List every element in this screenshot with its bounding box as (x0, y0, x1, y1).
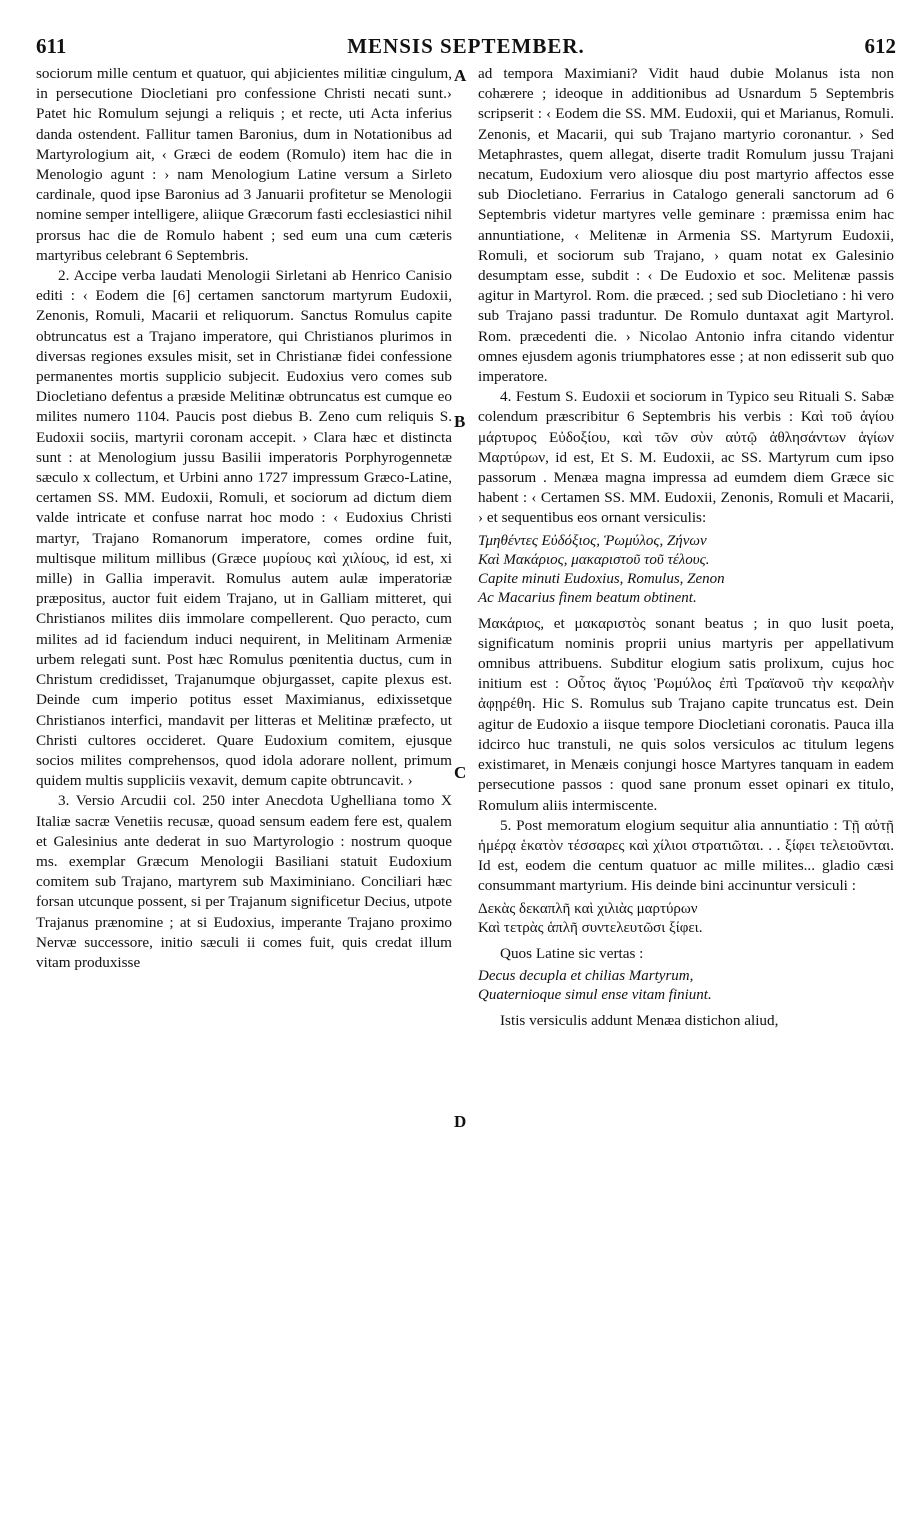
running-title: MENSIS SEPTEMBER. (347, 34, 585, 58)
paragraph-4: 4. Festum S. Eudoxii et sociorum in Typico seu Rituali S. Sabæ colendum præscribitur 6 Septembris his verbis : Καὶ τοῦ ἁγίου μάρτυρος Εὐδοξίου, καὶ τῶν σὺν αὐτῷ ἀθλησάντων ἁγίων Μαρτύρων, id est, Et S. M. Eudoxii, ac SS. Martyrum cum ipso passorum . Menæa magna impressa ad eumdem diem Græce sic habent : ‹ Certamen SS. MM. Eudoxii, Zenonis, Romuli et Macarii, › et sequentibus eos ornant versiculis: (478, 388, 894, 527)
verse-line: Quaternioque simul ense vitam finiunt. (478, 986, 712, 1003)
verse-line: Καὶ τετρὰς ἁπλῆ συντελευτῶσι ξίφει. (478, 919, 703, 936)
margin-letter-b: B (454, 412, 466, 431)
paragraph-final: Istis versiculis addunt Menæa distichon aliud, (500, 1011, 779, 1029)
page-header (36, 34, 896, 64)
verse-line: Τμηθέντες Εὐδόξιος, Ῥωμύλος, Ζήνων (478, 532, 707, 549)
verse-line: Δεκὰς δεκαπλῆ καὶ χιλιὰς μαρτύρων (478, 900, 698, 917)
verse-line: Ac Macarius finem beatum obtinent. (478, 589, 697, 606)
verse-block-2 (478, 900, 894, 938)
paragraph-continuation-right: ad tempora Maximiani? Vidit haud dubie Molanus ista non cohærere ; ideoque in additionibus ad Usnardum 5 Septembris scripserit : ‹ Eodem die SS. MM. Eudoxii, qui et Marianus, Romuli. Zenonis, et Macarii, qui sub Trajano martyrio coronantur. › Sed Metaphrastes, quem allegat, diserte tradit Romulum jussu Trajani necatum, Eudoxium vero aliosque diu post martyrio affectos esse sub Diocletiano. Ferrarius in Catalogo generali sanctorum ad 6 Septembris videtur martyres velle geminare : præmissa enim hac annuntiatione, ‹ Melitenæ in Armenia SS. Martyrum Eudoxii, Romuli, et sociorum sub Trajano, › quam notat ex Galesinio desumptam esse, subdit : ‹ De Eudoxio et soc. Melitenæ passis agitur in Martyrol. Rom. die præced. ; sed sub Diocletiano : hi vero sub Trajano passi traduntur. De Romulo duntaxat agit Martyrol. Rom. præcedenti die. › Nicolao Antonio infra citando videntur omnes ejusdem agonis triumphatores esse ; at non edisserit sub quo imperatore. (478, 65, 894, 386)
paragraph-continuation: sociorum mille centum et quatuor, qui abjicientes militiæ cingulum, in persecutione Diocletiani pro confessione Christi necati sunt.› Patet hic Romulum sejungi a reliquis ; et recte, uti Acta inferius danda ostendent. Fallitur tamen Baronius, dum in Notationibus ad Martyrologium ait, ‹ Græci de eodem (Romulo) item hac die in Menologio agunt : › nam Menologium Latine versum a Sirleto cardinale, quod ipse Baronius ad 3 Januarii profitetur se Menologii nomine semper intelligere, aliique Græcorum fasti ecclesiastici nihil prorsus hac die de Romulo habent ; sed eum una cum cæteris martyribus celebrant 6 Septembris. (36, 65, 452, 264)
verse-block-1 (478, 532, 894, 608)
translation-intro: Quos Latine sic vertas : (500, 944, 644, 962)
paragraph-commentary: Μακάριος, et μακαριστὸς sonant beatus ; in quo lusit poeta, significatum nominis proprii unius martyris per appellativum omnibus attribuens. Subditur elogium satis prolixum, cujus hoc initium est : Οὗτος ἅγιος Ῥωμύλος ἐπὶ Τραϊανοῦ τὴν κεφαλὴν ἀφῃρέθη. Hic S. Romulus sub Trajano capite truncatus est. Dein agitur de Eudoxio a iisque tempore Diocletiani coronatis. Pauca illa idcirco huc transtuli, ne quis solos versiculos ac titulum legens existimaret, in Menæis conjungi hosce Martyres tanquam in eadem persecutione passos : quod sane pronum esset opinari ex titulo, Romulum aliis intermiscente. (478, 614, 894, 814)
margin-letter-d: D (454, 1112, 467, 1131)
verse-block-3 (478, 967, 894, 1005)
page-number-left: 611 (36, 34, 67, 58)
paragraph-5: 5. Post memoratum elogium sequitur alia annuntiatio : Τῇ αὐτῇ ἡμέρᾳ ἑκατὸν τέσσαρες καὶ χίλιοι στρατιῶται. . . ξίφει τελειοῦνται. Id est, eodem die centum quatuor ac mille milites... gladio cæsi consummant martyrium. His deinde bini accinuntur versiculi : (478, 816, 894, 895)
verse-line: Καὶ Μακάριος, μακαριστοῦ τοῦ τέλους. (478, 551, 710, 568)
margin-letter-c: C (454, 763, 467, 782)
page-number-right: 612 (864, 34, 896, 58)
verse-line: Capite minuti Eudoxius, Romulus, Zenon (478, 570, 725, 587)
paragraph-2: 2. Accipe verba laudati Menologii Sirletani ab Henrico Canisio editi : ‹ Eodem die [6] certamen sanctorum martyrum Eudoxii, Zenonis, Romuli, Macarii et reliquorum. Sanctus Romulus capite obtruncatus est a Trajano imperatore, qui Christianos plurimos in diversas regiones exsules misit, set in Christianæ fidei confessione permanentes mortis supplicio subjecit. Eudoxius vero comes sub Diocletiano defentus a præside Melitinæ obtruncatus est cumque eo milites numero 1104. Paucis post diebus B. Zeno cum reliquis S. Eudoxii sociis, martyrii coronam accepit. › Clara hæc et distincta sunt : at Menologium jussu Basilii imperatoris Porphyrogennetæ sæculo x collectum, et Urbini anno 1727 impressum Græco-Latine, certamen SS. MM. Eudoxii, Romuli, et sociorum ad dictum diem valde intricate et confuse narrat hoc modo : ‹ Eudoxius Christi martyr, Trajano Romanorum imperatore, comes ordine fuit, multisque militum millibus (Græce μυρίους καὶ χιλίους, id est, xi mille) in Gallia imperavit. Romulus autem aulæ imperatoriæ præpositus, auctor fuit eidem Trajano, ut in Galliam mitteret, qui Christianos milites diis immolare compellerent. Quo peracto, cum milites ad id faciendum induci nequirent, in Melitinam Armeniæ urbem relegati sunt. Post hæc Romulus pœnitentia ductus, cum in Christum credidisset, Trajanumque objurgasset, capite plexus est. Deinde cum imperio potitus esset Maximianus, edixissetque Christianos interfici, mandavit per litteras et Melitinæ præfecto, ut Christi cultores occideret. Quare Eudoxium comitem, ejusque socios milites comprehensos, quod idola adorare nollent, primum quidem multis suppliciis vexavit, demum capite obtruncavit. › (36, 267, 452, 790)
verse-line: Decus decupla et chilias Martyrum, (478, 967, 694, 984)
margin-letter-a: A (454, 66, 467, 85)
paragraph-3: 3. Versio Arcudii col. 250 inter Anecdota Ughelliana tomo X Italiæ sacræ Venetiis recusæ, quoad sensum eadem fere est, qualem et Galesinius ante dederat in suo Martyrologio : nostrum quoque ms. exemplar Græcum Menologii Basiliani statuit Eudoxium comitem sub Trajano, martyrem sub Maximiniano. Conciliari hæc forsan utcunque possent, si per Trajanum significetur Decius, utpote Trajanus prænomine ; at si Eudoxius, imperante Trajano proximo Nervæ successore, initio sæculi ii comes fuit, quis credat illum vitam produxisse (36, 792, 452, 971)
right-column (478, 64, 894, 1031)
left-column (36, 64, 452, 973)
